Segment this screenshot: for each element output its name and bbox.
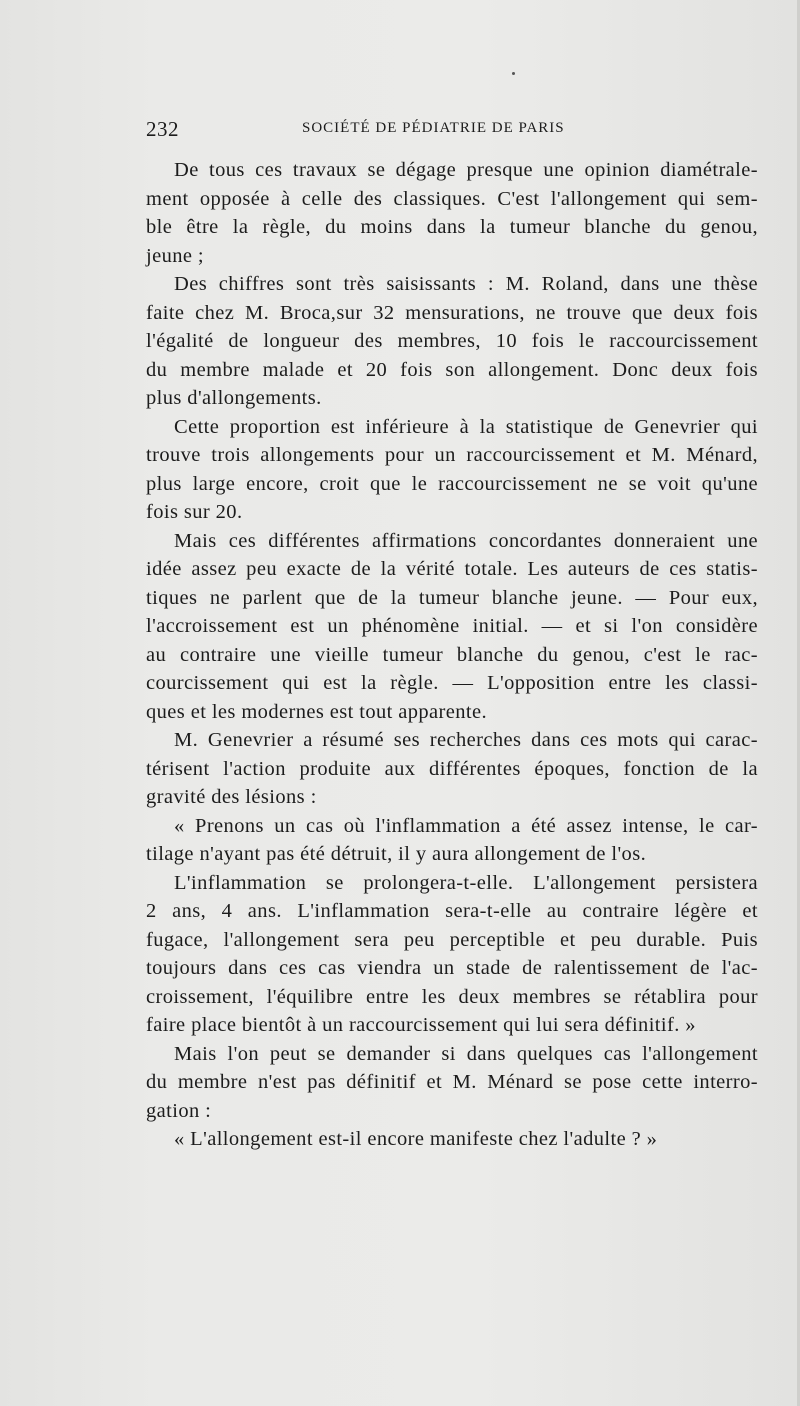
text-line: trouve trois allongements pour un raccourcissement et M. Ménard, [146,444,758,466]
text-line: tilage n'ayant pas été détruit, il y aura allongement de l'os. [146,843,647,865]
text-line: 2 ans, 4 ans. L'inflammation sera-t-elle au contraire légère et [146,900,758,922]
text-line: Des chiffres sont très saisissants : M. Roland, dans une thèse [174,273,758,295]
text-line: croissement, l'équilibre entre les deux membres se rétablira pour [146,985,758,1008]
text-line: du membre malade et 20 fois son allongement. Donc deux fois [146,358,758,381]
page-number: 232 [146,117,179,141]
text-line: térisent l'action produite aux différentes époques, fonction de la [146,757,758,780]
body-text [146,156,758,1154]
text-line: l'égalité de longueur des membres, 10 fois le raccourcissement [146,330,758,352]
text-line: faite chez M. Broca,sur 32 mensurations, ne trouve que deux fois [146,301,758,324]
text-line: « L'allongement est-il encore manifeste chez l'adulte ? » [174,1128,658,1150]
text-line: gravité des lésions : [146,786,317,808]
text-line: fugace, l'allongement sera peu perceptible et peu durable. Puis [146,928,758,951]
text-line: du membre n'est pas définitif et M. Ménard se pose cette interro- [146,1071,758,1093]
text-line: De tous ces travaux se dégage presque une opinion diamétrale- [174,159,758,181]
text-line: Mais ces différentes affirmations concordantes donneraient une [174,529,758,552]
text-line: toujours dans ces cas viendra un stade de ralentissement de l'ac- [146,957,758,979]
text-line: courcissement qui est la règle. — L'opposition entre les classi- [146,672,758,694]
text-line: idée assez peu exacte de la vérité totale. Les auteurs de ces statis- [146,558,758,580]
text-line: ques et les modernes est tout apparente. [146,700,488,723]
text-line: tiques ne parlent que de la tumeur blanche jeune. — Pour eux, [146,586,758,609]
text-line: plus large encore, croit que le raccourcissement ne se voit qu'une [146,472,758,495]
text-line: ble être la règle, du moins dans la tumeur blanche du genou, [146,216,758,238]
text-line: gation : [146,1099,212,1122]
running-head: SOCIÉTÉ DE PÉDIATRIE DE PARIS [302,120,565,136]
text-line: faire place bientôt à un raccourcissement qui lui sera définitif. » [146,1014,696,1036]
text-line: M. Genevrier a résumé ses recherches dans ces mots qui carac- [174,729,758,751]
text-line: « Prenons un cas où l'inflammation a été assez intense, le car- [174,814,758,837]
text-line: l'accroissement est un phénomène initial. — et si l'on considère [146,615,758,637]
text-line: L'inflammation se prolongera-t-elle. L'allongement persistera [174,871,758,894]
text-line: plus d'allongements. [146,387,322,409]
text-line: jeune ; [146,244,205,267]
page-header [146,117,756,143]
text-line: Cette proportion est inférieure à la statistique de Genevrier qui [174,415,758,438]
text-line: Mais l'on peut se demander si dans quelques cas l'allongement [174,1042,758,1065]
text-line: au contraire une vieille tumeur blanche du genou, c'est le rac- [146,643,758,666]
ink-speck [512,72,515,75]
text-line: ment opposée à celle des classiques. C'est l'allongement qui sem- [146,187,758,210]
text-line: fois sur 20. [146,501,243,523]
